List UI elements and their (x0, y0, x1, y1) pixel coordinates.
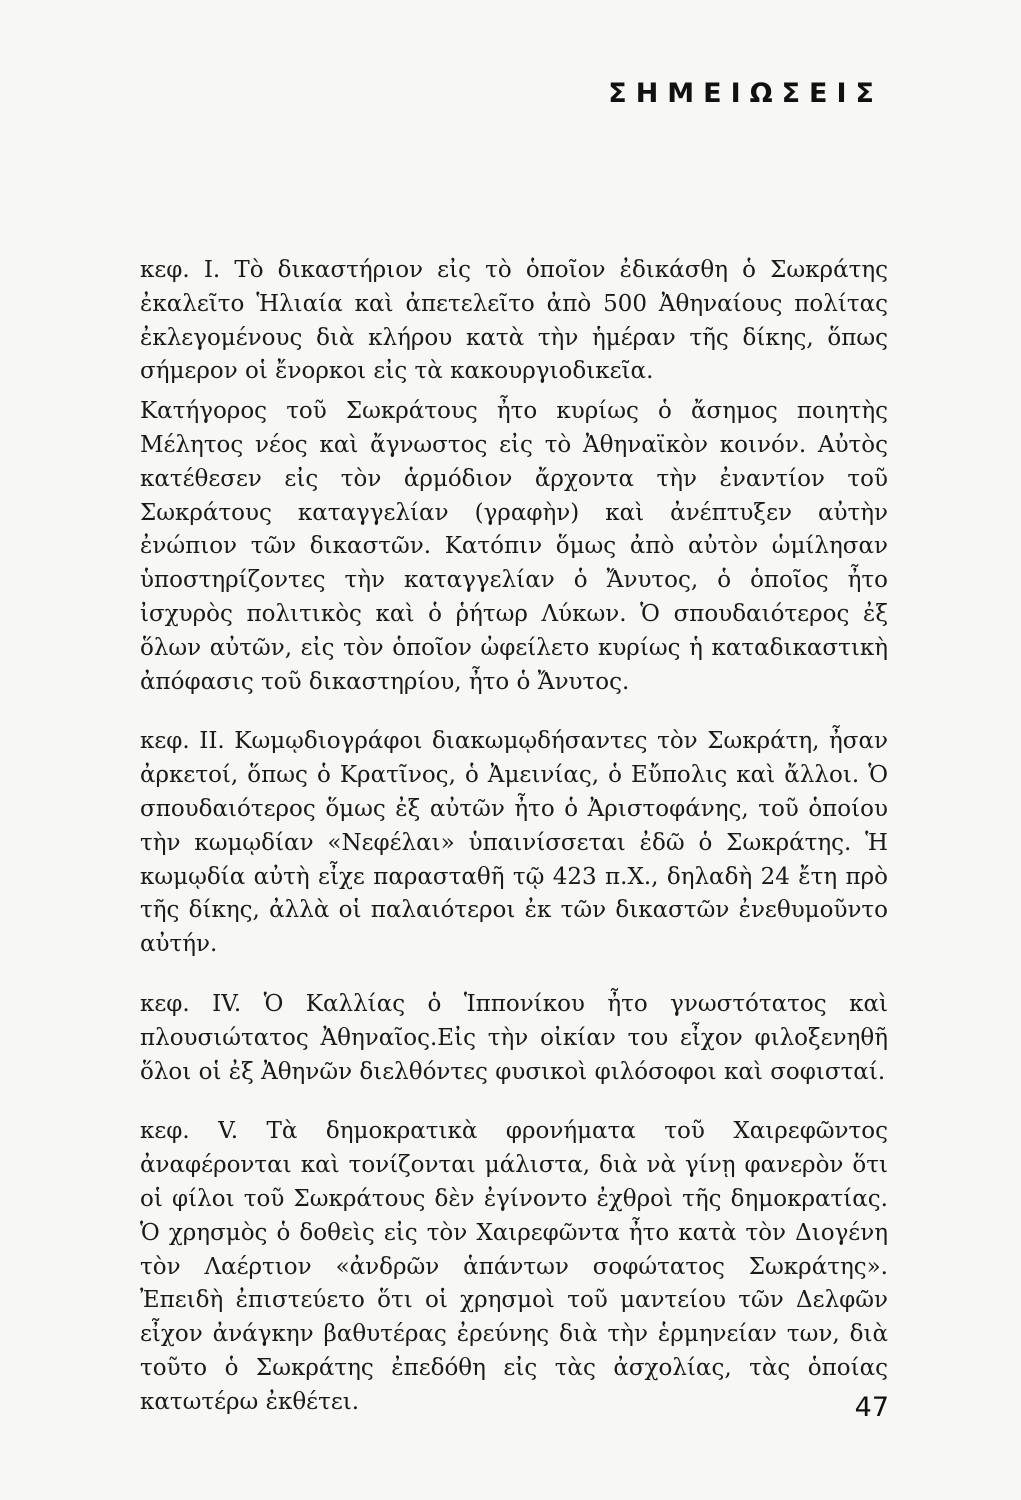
note-chapter-4 (140, 988, 888, 1089)
notes-body (140, 254, 888, 1420)
note-chapter-2 (140, 725, 888, 962)
page-number: 47 (854, 1392, 889, 1423)
note-paragraph: κεφ. II. Κωμῳδιογράφοι διακωμῳδήσαντες τὸν Σωκράτη, ἦσαν ἀρκετοί, ὅπως ὁ Κρατῖνος, ὁ Ἀμεινίας, ὁ Εὔπολις καὶ ἄλλοι. Ὁ σπουδαιότερος ὅμως ἐξ αὐτῶν ἦτο ὁ Ἀριστοφάνης, τοῦ ὁποίου τὴν κωμῳδίαν «Νεφέλαι» ὑπαινίσσεται ἐδῶ ὁ Σωκράτης. Ἡ κωμῳδία αὐτὴ εἶχε παρασταθῆ τῷ 423 π.Χ., δηλαδὴ 24 ἔτη πρὸ τῆς δίκης, ἀλλὰ οἱ παλαιότεροι ἐκ τῶν δικαστῶν ἐνεθυμοῦντο αὐτήν. (140, 728, 888, 958)
note-chapter-5 (140, 1115, 888, 1419)
note-paragraph: κεφ. IV. Ὁ Καλλίας ὁ Ἱππονίκου ἦτο γνωστότατος καὶ πλουσιώτατος Ἀθηναῖος.Εἰς τὴν οἰκίαν του εἶχον φιλοξενηθῆ ὅλοι οἱ ἐξ Ἀθηνῶν διελθόντες φυσικοὶ φιλόσοφοι καὶ σοφισταί. (140, 990, 888, 1085)
note-paragraph: κεφ. V. Τὰ δημοκρατικὰ φρονήματα τοῦ Χαιρεφῶντος ἀναφέρονται καὶ τονίζονται μάλιστα, διὰ νὰ γίνῃ φανερὸν ὅτι οἱ φίλοι τοῦ Σωκράτους δὲν ἐγίνοντο ἐχθροὶ τῆς δημοκρατίας. Ὁ χρησμὸς ὁ δοθεὶς εἰς τὸν Χαιρεφῶντα ἦτο κατὰ τὸν Διογένη τὸν Λαέρτιον «ἀνδρῶν ἁπάντων σοφώτατος Σωκράτης». Ἐπειδὴ ἐπιστεύετο ὅτι οἱ χρησμοὶ τοῦ μαντείου τῶν Δελφῶν εἶχον ἀνάγκην βαθυτέρας ἐρεύνης διὰ τὴν ἑρμηνείαν των, διὰ τοῦτο ὁ Σωκράτης ἐπεδόθη εἰς τὰς ἀσχολίας, τὰς ὁποίας κατωτέρω ἐκθέτει. (140, 1118, 888, 1415)
note-chapter-1 (140, 254, 888, 699)
page-title: ΣΗΜΕΙΩΣΕΙΣ (608, 78, 883, 109)
note-paragraph: Κατήγορος τοῦ Σωκράτους ἦτο κυρίως ὁ ἄσημος ποιητὴς Μέλητος νέος καὶ ἄγνωστος εἰς τὸ Ἀθηναϊκὸν κοινόν. Αὐτὸς κατέθεσεν εἰς τὸν ἁρμόδιον ἄρχοντα τὴν ἐναντίον τοῦ Σωκράτους καταγγελίαν (γραφὴν) καὶ ἀνέπτυξεν αὐτὴν ἐνώπιον τῶν δικαστῶν. Κατόπιν ὅμως ἀπὸ αὐτὸν ὡμίλησαν ὑποστηρίζοντες τὴν καταγγελίαν ὁ Ἄνυτος, ὁ ὁποῖος ἦτο ἰσχυρὸς πολιτικὸς καὶ ὁ ῥήτωρ Λύκων. Ὁ σπουδαιότερος ἐξ ὅλων αὐτῶν, εἰς τὸν ὁποῖον ὠφείλετο κυρίως ἡ καταδικαστικὴ ἀπόφασις τοῦ δικαστηρίου, ἦτο ὁ Ἄνυτος. (140, 398, 888, 695)
note-paragraph: κεφ. I. Τὸ δικαστήριον εἰς τὸ ὁποῖον ἐδικάσθη ὁ Σωκράτης ἐκαλεῖτο Ἡλιαία καὶ ἀπετελεῖτο ἀπὸ 500 Ἀθηναίους πολίτας ἐκλεγομένους διὰ κλήρου κατὰ τὴν ἡμέραν τῆς δίκης, ὅπως σήμερον οἱ ἔνορκοι εἰς τὰ κακουργιοδικεῖα. (140, 257, 888, 385)
